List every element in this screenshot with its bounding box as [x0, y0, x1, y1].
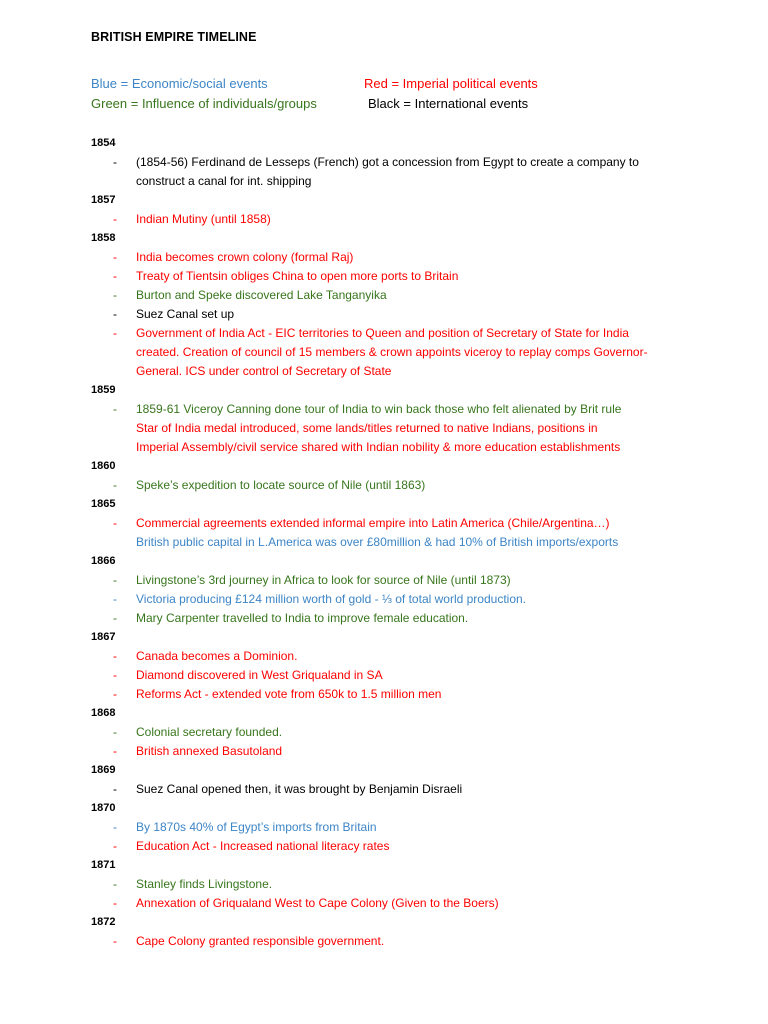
timeline-event-continuation — [91, 172, 691, 191]
legend-blue: Blue = Economic/social events — [91, 76, 268, 91]
event-text: Indian Mutiny (until 1858) — [136, 212, 271, 226]
bullet-dash-icon: - — [113, 592, 117, 606]
event-text: Commercial agreements extended informal empire into Latin America (Chile/Argentina…) — [136, 516, 610, 530]
year-heading: 1871 — [91, 859, 116, 871]
timeline-event — [91, 666, 691, 685]
event-text: 1859-61 Viceroy Canning done tour of India to win back those who felt alienated by Brit rule — [136, 402, 622, 416]
timeline — [91, 134, 691, 951]
bullet-dash-icon: - — [113, 212, 117, 226]
timeline-event — [91, 400, 691, 419]
timeline-event — [91, 647, 691, 666]
bullet-dash-icon: - — [113, 839, 117, 853]
bullet-dash-icon: - — [113, 478, 117, 492]
bullet-dash-icon: - — [113, 896, 117, 910]
event-text: created. Creation of council of 15 members & crown appoints viceroy to replay comps Governor- — [136, 345, 648, 359]
event-text: Livingstone’s 3rd journey in Africa to look for source of Nile (until 1873) — [136, 573, 511, 587]
timeline-event — [91, 894, 691, 913]
legend-red: Red = Imperial political events — [364, 76, 538, 91]
timeline-event — [91, 837, 691, 856]
timeline-event — [91, 533, 691, 552]
timeline-event — [91, 875, 691, 894]
timeline-event-continuation — [91, 438, 691, 457]
timeline-event — [91, 476, 691, 495]
timeline-event — [91, 571, 691, 590]
bullet-dash-icon: - — [113, 744, 117, 758]
bullet-dash-icon: - — [113, 155, 117, 169]
timeline-event — [91, 419, 691, 438]
bullet-dash-icon: - — [113, 649, 117, 663]
timeline-event — [91, 267, 691, 286]
event-text: General. ICS under control of Secretary of State — [136, 364, 392, 378]
event-text: Suez Canal opened then, it was brought by Benjamin Disraeli — [136, 782, 463, 796]
bullet-dash-icon: - — [113, 250, 117, 264]
timeline-event — [91, 305, 691, 324]
event-text: Burton and Speke discovered Lake Tanganyika — [136, 288, 387, 302]
bullet-dash-icon: - — [113, 877, 117, 891]
event-text: Treaty of Tientsin obliges China to open more ports to Britain — [136, 269, 459, 283]
bullet-dash-icon: - — [113, 687, 117, 701]
bullet-dash-icon: - — [113, 269, 117, 283]
timeline-event — [91, 590, 691, 609]
timeline-event — [91, 514, 691, 533]
year-heading: 1869 — [91, 764, 116, 776]
timeline-event — [91, 153, 691, 172]
bullet-dash-icon: - — [113, 288, 117, 302]
year-heading: 1860 — [91, 460, 116, 472]
event-text: Suez Canal set up — [136, 307, 235, 321]
bullet-dash-icon: - — [113, 516, 117, 530]
year-heading: 1865 — [91, 498, 116, 510]
year-heading: 1866 — [91, 555, 116, 567]
timeline-event — [91, 723, 691, 742]
event-text: By 1870s 40% of Egypt’s imports from Britain — [136, 820, 377, 834]
timeline-event — [91, 286, 691, 305]
event-text: Mary Carpenter travelled to India to improve female education. — [136, 611, 469, 625]
timeline-event — [91, 932, 691, 951]
bullet-dash-icon: - — [113, 820, 117, 834]
legend-green: Green = Influence of individuals/groups — [91, 96, 317, 111]
timeline-event — [91, 818, 691, 837]
event-text: (1854-56) Ferdinand de Lesseps (French) got a concession from Egypt to create a company to — [136, 155, 639, 169]
year-heading: 1859 — [91, 384, 116, 396]
timeline-event-continuation — [91, 362, 691, 381]
event-text: Government of India Act - EIC territories to Queen and position of Secretary of State for India — [136, 326, 629, 340]
timeline-event — [91, 780, 691, 799]
timeline-event — [91, 609, 691, 628]
bullet-dash-icon: - — [113, 934, 117, 948]
bullet-dash-icon: - — [113, 402, 117, 416]
bullet-dash-icon: - — [113, 611, 117, 625]
bullet-dash-icon: - — [113, 668, 117, 682]
timeline-event — [91, 685, 691, 704]
bullet-dash-icon: - — [113, 573, 117, 587]
year-heading: 1857 — [91, 194, 116, 206]
event-text: Victoria producing £124 million worth of gold - ⅓ of total world production. — [136, 592, 526, 606]
event-text: Imperial Assembly/civil service shared with Indian nobility & more education establishments — [136, 440, 621, 454]
year-heading: 1872 — [91, 916, 116, 928]
timeline-event — [91, 742, 691, 761]
event-text: British public capital in L.America was over £80million & had 10% of British imports/exports — [136, 535, 619, 549]
event-text: Star of India medal introduced, some lands/titles returned to native Indians, positions in — [136, 421, 598, 435]
event-text: Cape Colony granted responsible government. — [136, 934, 385, 948]
year-heading: 1867 — [91, 631, 116, 643]
timeline-event — [91, 248, 691, 267]
year-heading: 1870 — [91, 802, 116, 814]
bullet-dash-icon: - — [113, 782, 117, 796]
year-heading: 1858 — [91, 232, 116, 244]
bullet-dash-icon: - — [113, 725, 117, 739]
event-text: Reforms Act - extended vote from 650k to 1.5 million men — [136, 687, 442, 701]
year-heading: 1854 — [91, 137, 116, 149]
timeline-event — [91, 324, 691, 343]
event-text: Speke’s expedition to locate source of Nile (until 1863) — [136, 478, 426, 492]
year-heading: 1868 — [91, 707, 116, 719]
event-text: Diamond discovered in West Griqualand in SA — [136, 668, 383, 682]
document-title: BRITISH EMPIRE TIMELINE — [91, 30, 257, 44]
event-text: construct a canal for int. shipping — [136, 174, 312, 188]
bullet-dash-icon: - — [113, 307, 117, 321]
event-text: Stanley finds Livingstone. — [136, 877, 273, 891]
event-text: Education Act - Increased national literacy rates — [136, 839, 390, 853]
event-text: India becomes crown colony (formal Raj) — [136, 250, 354, 264]
timeline-event — [91, 210, 691, 229]
event-text: British annexed Basutoland — [136, 744, 283, 758]
event-text: Annexation of Griqualand West to Cape Colony (Given to the Boers) — [136, 896, 499, 910]
event-text: Colonial secretary founded. — [136, 725, 283, 739]
event-text: Canada becomes a Dominion. — [136, 649, 298, 663]
bullet-dash-icon: - — [113, 326, 117, 340]
legend-black: Black = International events — [368, 96, 529, 111]
timeline-event-continuation — [91, 343, 691, 362]
